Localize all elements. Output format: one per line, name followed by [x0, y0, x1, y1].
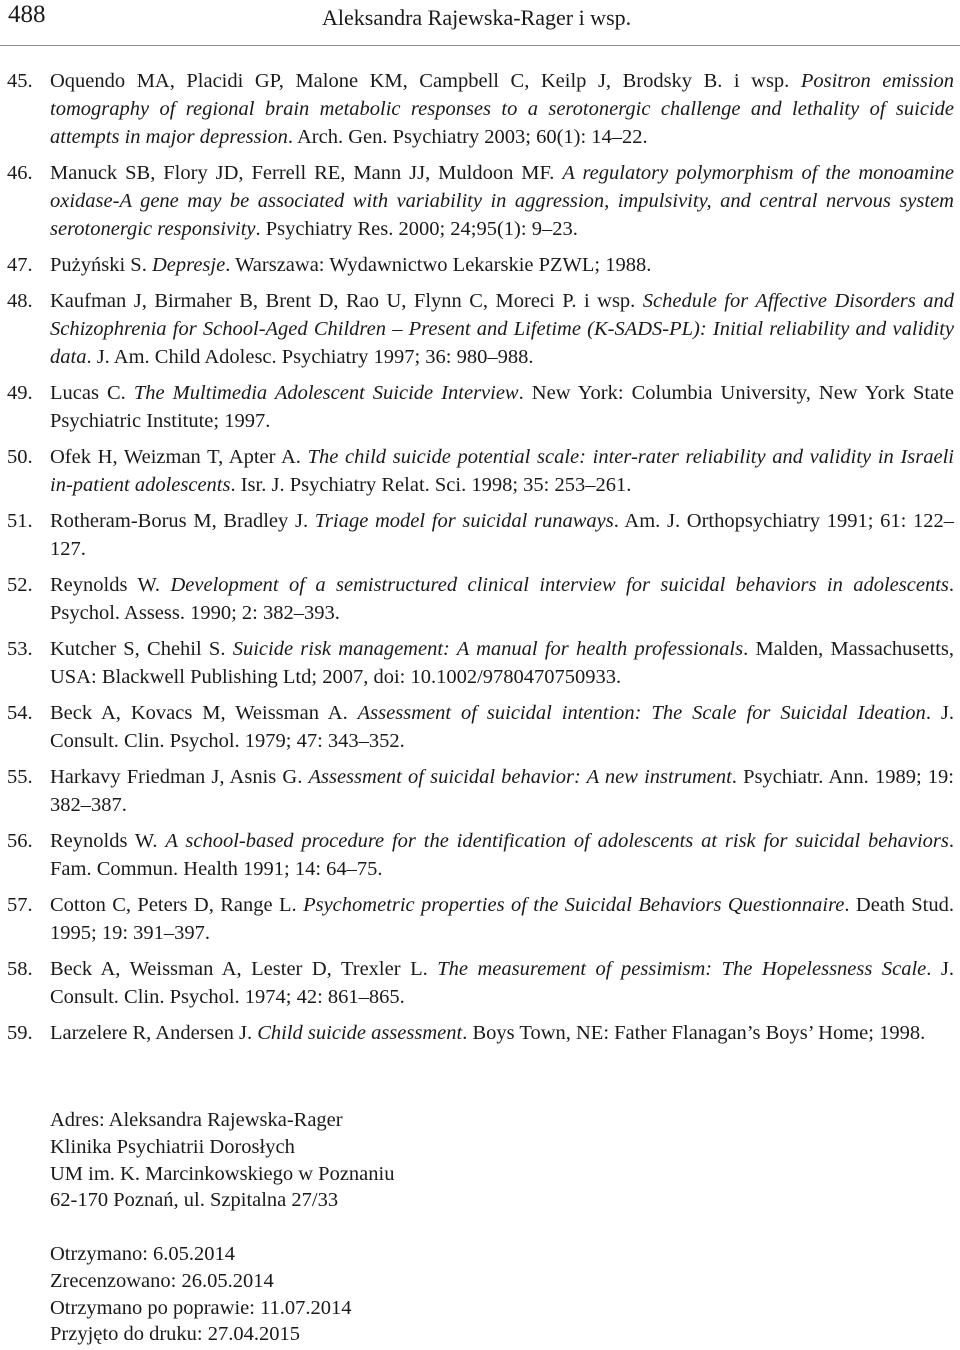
reference-text	[50, 891, 954, 947]
reference-title: Suicide risk management: A manual for health professionals	[232, 638, 744, 660]
reference-source: . J. Consult. Clin. Psychol. 1979; 47: 343–352.	[50, 702, 954, 752]
reference-title: The measurement of pessimism: The Hopelessness Scale	[437, 958, 927, 980]
reference-text	[50, 251, 954, 279]
reference-list	[0, 67, 960, 1055]
reference-text	[50, 507, 954, 563]
reference-text	[50, 699, 954, 755]
reference-authors: Pużyński S.	[50, 254, 152, 276]
reference-text	[50, 159, 954, 243]
reference-number: 58.	[7, 958, 33, 980]
reference-title: Child suicide assessment	[257, 1022, 463, 1044]
reference-text	[50, 763, 954, 819]
reference-item	[0, 891, 960, 947]
reference-source: . Isr. J. Psychiatry Relat. Sci. 1998; 35: 253–261.	[230, 474, 632, 496]
page-header	[0, 0, 960, 46]
reference-item	[0, 251, 960, 279]
reference-number: 56.	[7, 830, 33, 852]
reference-authors: Beck A, Kovacs M, Weissman A.	[50, 702, 358, 724]
reference-item	[0, 287, 960, 371]
reference-number: 59.	[7, 1022, 33, 1044]
reference-number: 46.	[7, 162, 33, 184]
address-line: UM im. K. Marcinkowskiego w Poznaniu	[50, 1162, 395, 1185]
reference-title: Triage model for suicidal runaways	[314, 510, 614, 532]
date-received: Otrzymano: 6.05.2014	[50, 1243, 236, 1265]
reference-title: The Multimedia Adolescent Suicide Interview	[133, 382, 519, 404]
address-line: Klinika Psychiatrii Dorosłych	[50, 1135, 295, 1158]
reference-title: A regulatory polymorphism of the monoamine oxidase-A gene may be associated with variability in aggression, impulsivity, and central nervous system serotonergic responsivity	[50, 162, 954, 240]
reference-source: . Boys Town, NE: Father Flanagan’s Boys’ Home; 1998.	[462, 1022, 926, 1044]
reference-title: Schedule for Affective Disorders and Schizophrenia for School-Aged Children – Present and Lifetime (K-SADS-PL): Initial reliability and validity data	[50, 290, 954, 368]
reference-title: A school-based procedure for the identification of adolescents at risk for suicidal behaviors	[165, 830, 949, 852]
reference-source: . Psychiatry Res. 2000; 24;95(1): 9–23.	[255, 218, 578, 240]
reference-text	[50, 1019, 954, 1047]
reference-number: 51.	[7, 510, 33, 532]
reference-title: Psychometric properties of the Suicidal Behaviors Questionnaire	[303, 894, 845, 916]
reference-item	[0, 571, 960, 627]
reference-item	[0, 635, 960, 691]
article-dates	[50, 1241, 352, 1348]
reference-number: 53.	[7, 638, 33, 660]
reference-authors: Kutcher S, Chehil S.	[50, 638, 233, 660]
reference-text	[50, 287, 954, 371]
reference-item	[0, 763, 960, 819]
reference-text	[50, 635, 954, 691]
reference-source: . Psychol. Assess. 1990; 2: 382–393.	[50, 574, 955, 624]
reference-authors: Rotheram-Borus M, Bradley J.	[50, 510, 315, 532]
reference-authors: Beck A, Weissman A, Lester D, Trexler L.	[50, 958, 438, 980]
reference-item	[0, 443, 960, 499]
reference-number: 49.	[7, 382, 33, 404]
reference-title: Assessment of suicidal behavior: A new instrument	[308, 766, 732, 788]
reference-authors: Larzelere R, Andersen J.	[50, 1022, 258, 1044]
reference-number: 54.	[7, 702, 33, 724]
reference-authors: Ofek H, Weizman T, Apter A.	[50, 446, 308, 468]
reference-text	[50, 67, 954, 151]
reference-authors: Harkavy Friedman J, Asnis G.	[50, 766, 309, 788]
reference-authors: Manuck SB, Flory JD, Ferrell RE, Mann JJ, Muldoon MF.	[50, 162, 563, 184]
reference-item	[0, 827, 960, 883]
reference-source: . J. Consult. Clin. Psychol. 1974; 42: 861–865.	[50, 958, 955, 1008]
reference-number: 45.	[7, 70, 33, 92]
reference-source: . Death Stud. 1995; 19: 391–397.	[50, 894, 955, 944]
reference-item	[0, 159, 960, 243]
reference-authors: Lucas C.	[50, 382, 134, 404]
reference-title: Assessment of suicidal intention: The Scale for Suicidal Ideation	[357, 702, 926, 724]
page-number: 488	[8, 1, 46, 28]
date-revised: Otrzymano po poprawie: 11.07.2014	[50, 1296, 352, 1319]
reference-text	[50, 379, 954, 435]
reference-text	[50, 443, 954, 499]
reference-authors: Reynolds W.	[50, 574, 171, 596]
reference-number: 47.	[7, 254, 33, 276]
reference-authors: Reynolds W.	[50, 830, 166, 852]
reference-authors: Oquendo MA, Placidi GP, Malone KM, Campbell C, Keilp J, Brodsky B. i wsp.	[50, 70, 801, 92]
reference-number: 48.	[7, 290, 33, 312]
reference-title: Depresje	[151, 254, 226, 276]
reference-title: The child suicide potential scale: inter-rater reliability and validity in Israeli in-patient adolescents	[50, 446, 954, 496]
reference-authors: Kaufman J, Birmaher B, Brent D, Rao U, Flynn C, Moreci P. i wsp.	[50, 290, 643, 312]
address-line: 62-170 Poznań, ul. Szpitalna 27/33	[50, 1189, 339, 1212]
reference-item	[0, 699, 960, 755]
reference-source: . J. Am. Child Adolesc. Psychiatry 1997; 36: 980–988.	[86, 346, 534, 368]
reference-text	[50, 955, 954, 1011]
reference-item	[0, 955, 960, 1011]
correspondence-address	[50, 1107, 394, 1214]
address-line: Adres: Aleksandra Rajewska-Rager	[50, 1109, 343, 1131]
running-head: Aleksandra Rajewska-Rager i wsp.	[322, 5, 632, 30]
reference-text	[50, 827, 954, 883]
reference-source: . New York: Columbia University, New York State Psychiatric Institute; 1997.	[50, 382, 955, 432]
reference-title: Development of a semistructured clinical interview for suicidal behaviors in adolescents	[170, 574, 949, 596]
reference-number: 57.	[7, 894, 33, 916]
reference-item	[0, 67, 960, 151]
reference-item	[0, 1019, 960, 1047]
date-accepted: Przyjęto do druku: 27.04.2015	[50, 1323, 300, 1346]
date-reviewed: Zrecenzowano: 26.05.2014	[50, 1269, 274, 1292]
reference-source: . Fam. Commun. Health 1991; 14: 64–75.	[50, 830, 955, 880]
reference-source: . Arch. Gen. Psychiatry 2003; 60(1): 14–22.	[287, 126, 648, 148]
reference-source: . Warszawa: Wydawnictwo Lekarskie PZWL; 1988.	[225, 254, 652, 276]
reference-text	[50, 571, 954, 627]
reference-source: . Malden, Massachusetts, USA: Blackwell Publishing Ltd; 2007, doi: 10.1002/9780470750933.	[50, 638, 954, 688]
reference-source: . Psychiatr. Ann. 1989; 19: 382–387.	[50, 766, 954, 816]
reference-title: Positron emission tomography of regional brain metabolic responses to a serotonergic challenge and lethality of suicide attempts in major depression	[50, 70, 955, 148]
reference-authors: Cotton C, Peters D, Range L.	[50, 894, 304, 916]
reference-item	[0, 507, 960, 563]
reference-item	[0, 379, 960, 435]
reference-number: 52.	[7, 574, 33, 596]
reference-source: . Am. J. Orthopsychiatry 1991; 61: 122–127.	[50, 510, 954, 560]
reference-number: 55.	[7, 766, 33, 788]
reference-number: 50.	[7, 446, 33, 468]
